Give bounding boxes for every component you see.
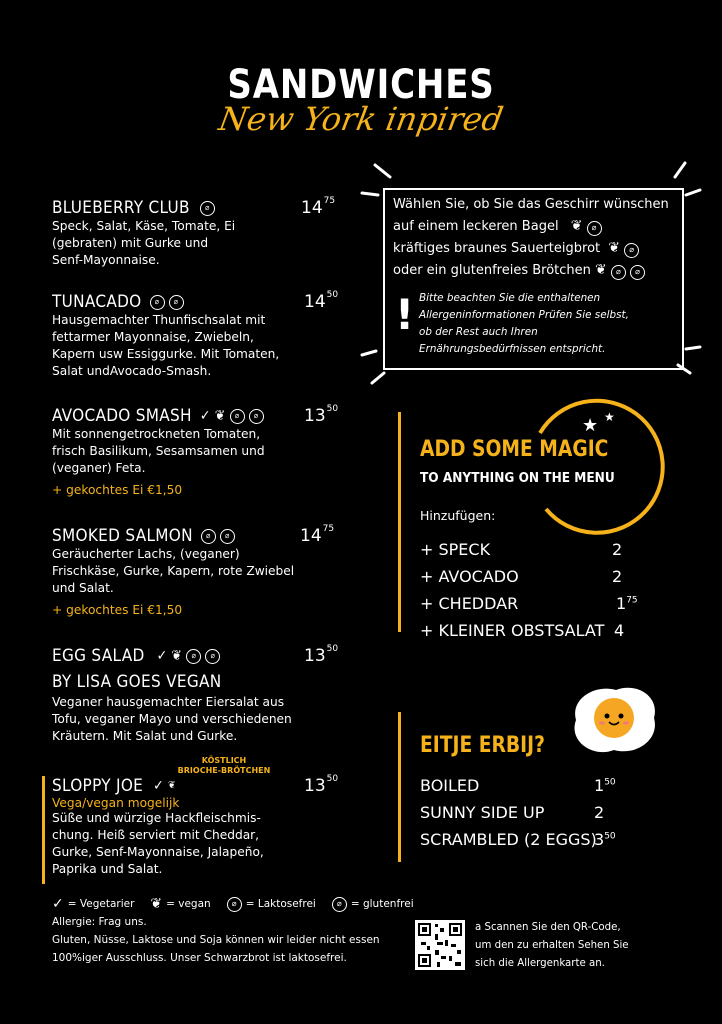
menu-subtitle: New York inpired	[216, 100, 506, 138]
no-milk-icon: ⌀	[587, 221, 602, 236]
eggs-bar	[398, 712, 401, 862]
no-wheat-icon: ⌀	[249, 409, 264, 424]
egg-row: SCRAMBLED (2 EGGS) $3^{50}$	[420, 830, 616, 849]
menu-item-egg-salad	[52, 646, 297, 745]
item-name: TUNACADO	[52, 292, 142, 312]
no-wheat-icon: ⌀	[200, 201, 215, 216]
fried-egg-icon	[566, 680, 662, 760]
leaf-icon: ❦	[608, 240, 620, 256]
item-price: $14^{75}$	[300, 524, 335, 546]
no-wheat-icon: ⌀	[332, 897, 347, 912]
item-price: $14^{75}$	[301, 196, 336, 218]
item-description: Mit sonnengetrockneten Tomaten, frisch Basilikum, Sesamsamen und (veganer) Feta.	[52, 427, 265, 475]
item-name: SMOKED SALMON	[52, 526, 193, 546]
eggs-title: EITJE ERBIJ?	[420, 733, 545, 758]
egg-row: BOILED $1^{50}$	[420, 776, 616, 795]
egg-row: SUNNY SIDE UP 2	[420, 803, 605, 822]
item-price: $14^{50}$	[304, 290, 339, 312]
no-wheat-icon: ⌀	[205, 649, 220, 664]
highlight-bar	[42, 776, 45, 884]
bread-line: Wählen Sie, ob Sie das Geschirr wünschen	[393, 197, 669, 212]
no-wheat-icon: ⌀	[220, 529, 235, 544]
item-price: $13^{50}$	[304, 644, 339, 666]
svg-text:★: ★	[582, 415, 599, 436]
magic-circle-decoration	[520, 393, 670, 543]
sprout-icon: ✓	[199, 408, 211, 424]
addon-row: + AVOCADO 2	[420, 567, 623, 586]
item-extra: + gekochtes Ei €1,50	[52, 483, 183, 497]
leaf-icon: ❦	[595, 262, 607, 278]
item-badge: KÖSTLICH BRIOCHE-BRÖTCHEN	[177, 756, 271, 775]
item-description: Veganer hausgemachter Eiersalat aus Tofu, veganer Mayo und verschiedenen Kräutern. Mit Salat und Gurke.	[52, 695, 292, 743]
svg-text:★: ★	[604, 410, 615, 424]
magic-bar	[398, 412, 401, 632]
menu-item-tunacado	[52, 292, 297, 380]
sprout-icon: ✓	[153, 778, 164, 794]
item-price: $13^{50}$	[304, 774, 339, 796]
bread-line: oder ein glutenfreies Brötchen ❦ ⌀ ⌀	[393, 260, 682, 282]
no-milk-icon: ⌀	[227, 897, 242, 912]
leaf-icon: ❦	[150, 896, 163, 912]
item-description: Geräucherter Lachs, (veganer) Frischkäse, Gurke, Kapern, rote Zwiebel und Salat.	[52, 547, 295, 595]
item-extra: Vega/vegan mogelijk	[52, 796, 180, 810]
no-milk-icon: ⌀	[230, 409, 245, 424]
menu-item-avocado-smash	[52, 406, 297, 497]
no-wheat-icon: ⌀	[169, 295, 184, 310]
eggs-list	[420, 776, 640, 857]
item-name: SLOPPY JOE	[52, 776, 144, 796]
item-name: BLUEBERRY CLUB	[52, 198, 190, 218]
item-description: Hausgemachter Thunfischsalat mit fettarmer Mayonnaise, Zwiebeln, Kapern usw Essiggurke. Mit Tomaten, Salat undAvocado-Smash.	[52, 313, 280, 378]
exclamation-icon: !	[395, 290, 415, 339]
no-milk-icon: ⌀	[186, 649, 201, 664]
no-milk-icon: ⌀	[624, 243, 639, 258]
addon-row: + SPECK 2	[420, 540, 623, 559]
item-name: EGG SALAD	[52, 646, 145, 666]
legend: ✓ = Vegetarier ❦ = vegan ⌀ = Laktosefrei ⌀ = glutenfrei Allergie: Frag uns. Gluten, Nüsse, Laktose und Soja können wir leider nicht essen 100%iger Ausschluss. Unser Schwarzbrot ist laktosefrei.	[52, 896, 414, 964]
no-wheat-icon: ⌀	[630, 265, 645, 280]
magic-title: ADD SOME MAGIC	[420, 437, 609, 462]
no-milk-icon: ⌀	[150, 295, 165, 310]
magic-label: Hinzufügen:	[420, 508, 496, 523]
magic-list	[420, 540, 660, 648]
leaf-icon: ❦	[214, 408, 226, 424]
bread-choice-box	[383, 188, 684, 370]
bread-line: kräftiges braunes Sauerteigbrot ❦ ⌀	[393, 238, 682, 260]
qr-note: a Scannen Sie den QR-Code, um den zu erhalten Sehen Sie sich die Allergenkarte an.	[475, 922, 629, 969]
menu-title: SANDWICHES	[227, 62, 495, 108]
item-price: $13^{50}$	[304, 404, 339, 426]
menu-item-smoked-salmon	[52, 526, 297, 617]
addon-row: + CHEDDAR $1^{75}$	[420, 594, 638, 613]
qr-code	[415, 920, 465, 970]
sprout-icon: ✓	[52, 896, 64, 912]
no-milk-icon: ⌀	[611, 265, 626, 280]
allergen-note: Bitte beachten Sie die enthaltenen Allergeninformationen Prüfen Sie selbst, ob der Rest auch Ihren Ernährungsbedürfnissen entspricht.	[419, 292, 629, 355]
menu-item-blueberry-club	[52, 198, 297, 269]
item-name-secondary: BY LISA GOES VEGAN	[52, 672, 222, 692]
item-description: Süße und würzige Hackfleischmis- chung. Heiß serviert mit Cheddar, Gurke, Senf-Mayonnaise, Jalapeño, Paprika und Salat.	[52, 811, 264, 876]
item-description: Speck, Salat, Käse, Tomate, Ei (gebraten) mit Gurke und Senf-Mayonnaise.	[52, 219, 236, 267]
leaf-icon: ❦	[171, 648, 183, 664]
menu-item-sloppy-joe	[52, 776, 297, 878]
item-name: AVOCADO SMASH	[52, 406, 192, 426]
no-milk-icon: ⌀	[201, 529, 216, 544]
item-extra: + gekochtes Ei €1,50	[52, 603, 183, 617]
leaf-icon: ❦	[570, 218, 583, 234]
bread-line: auf einem leckeren Bagel ❦ ⌀	[393, 216, 682, 238]
magic-subtitle: TO ANYTHING ON THE MENU	[420, 470, 615, 486]
addon-row: + KLEINER OBSTSALAT 4	[420, 621, 625, 640]
sprout-icon: ✓	[156, 648, 168, 664]
leaf-icon: ❦	[168, 780, 176, 791]
